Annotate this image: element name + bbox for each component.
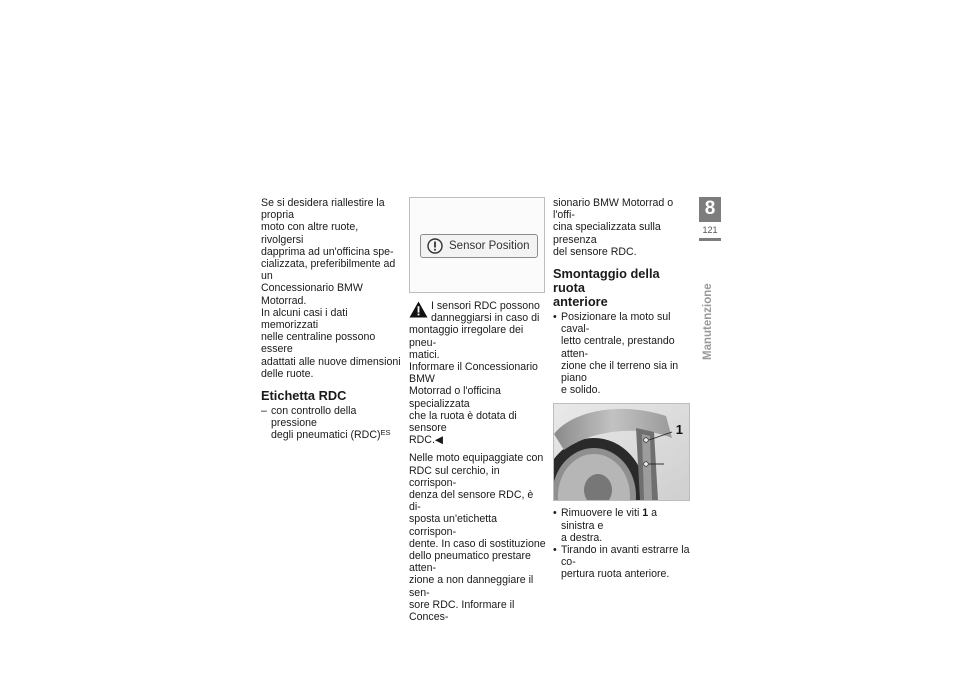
bullet-marker: •: [553, 544, 557, 557]
equipment-item: – con controllo della pressione degli pneumatici (RDC)$^{ES}$: [261, 405, 391, 442]
chapter-tab: [699, 197, 721, 241]
page-number: 121: [699, 221, 721, 238]
step-item: • Posizionare la moto sul caval- letto centrale, prestando atten- zione che il terreno sia in piano e solido.: [553, 311, 679, 397]
heading-smontaggio-ruota: Smontaggio della ruota anteriore: [553, 266, 660, 310]
front-wheel-illustration: [554, 404, 689, 500]
bullet-marker: •: [553, 507, 557, 520]
step-item: • Rimuovere le viti 1 a sinistra e a destra.: [553, 507, 657, 544]
rdc-label-paragraph: Nelle moto equipaggiate con RDC sul cerchio, in corrispon- denza del sensore RDC, è di- sposta un'etichetta corrispon- dente. In caso di sostituzione dello pneumatico prestare atten- zione a non danneggiare il sen- sore RDC. Informare il Conces-: [409, 452, 546, 624]
continued-paragraph: sionario BMW Motorrad o l'offi- cina specializzata sulla presenza del sensore RDC.: [553, 197, 674, 258]
dash-marker: –: [261, 405, 267, 418]
front-wheel-figure: [553, 403, 690, 501]
warning-triangle-icon: [409, 301, 428, 318]
intro-paragraph: Se si desidera riallestire la propria moto con altre ruote, rivolgersi dapprima ad un'officina spe- cializzata, preferibilmente ad un Concessionario BMW Motorrad. In alcuni casi i dati memorizzati nelle centraline possono essere adattati alle nuove dimensioni delle ruote.: [261, 197, 401, 380]
bullet-marker: •: [553, 311, 557, 324]
step-item: • Tirando in avanti estrarre la co- pertura ruota anteriore.: [553, 544, 690, 581]
chapter-number: 8: [704, 198, 716, 219]
inform-paragraph: Informare il Concessionario BMW Motorrad o l'officina specializzata che la ruota è dotata di sensore RDC.◀: [409, 361, 538, 447]
exclamation-circle-icon: [427, 238, 443, 254]
column-1: [261, 197, 401, 442]
option-superscript: ES: [380, 428, 391, 438]
sensor-position-label: Sensor Position: [420, 234, 538, 258]
column-2: [409, 197, 547, 623]
callout-number: 1: [675, 422, 683, 438]
heading-etichetta-rdc: Etichetta RDC: [261, 388, 347, 404]
column-3: [553, 197, 691, 581]
sensor-position-figure: [409, 197, 545, 293]
warning-block: I sensori RDC possono danneggiarsi in caso di montaggio irregolare dei pneu- matici. Informare il Concessionario BMW Motorrad o l'officina specializzata che la ruota è dotata di sensore RDC.◀: [409, 300, 547, 446]
